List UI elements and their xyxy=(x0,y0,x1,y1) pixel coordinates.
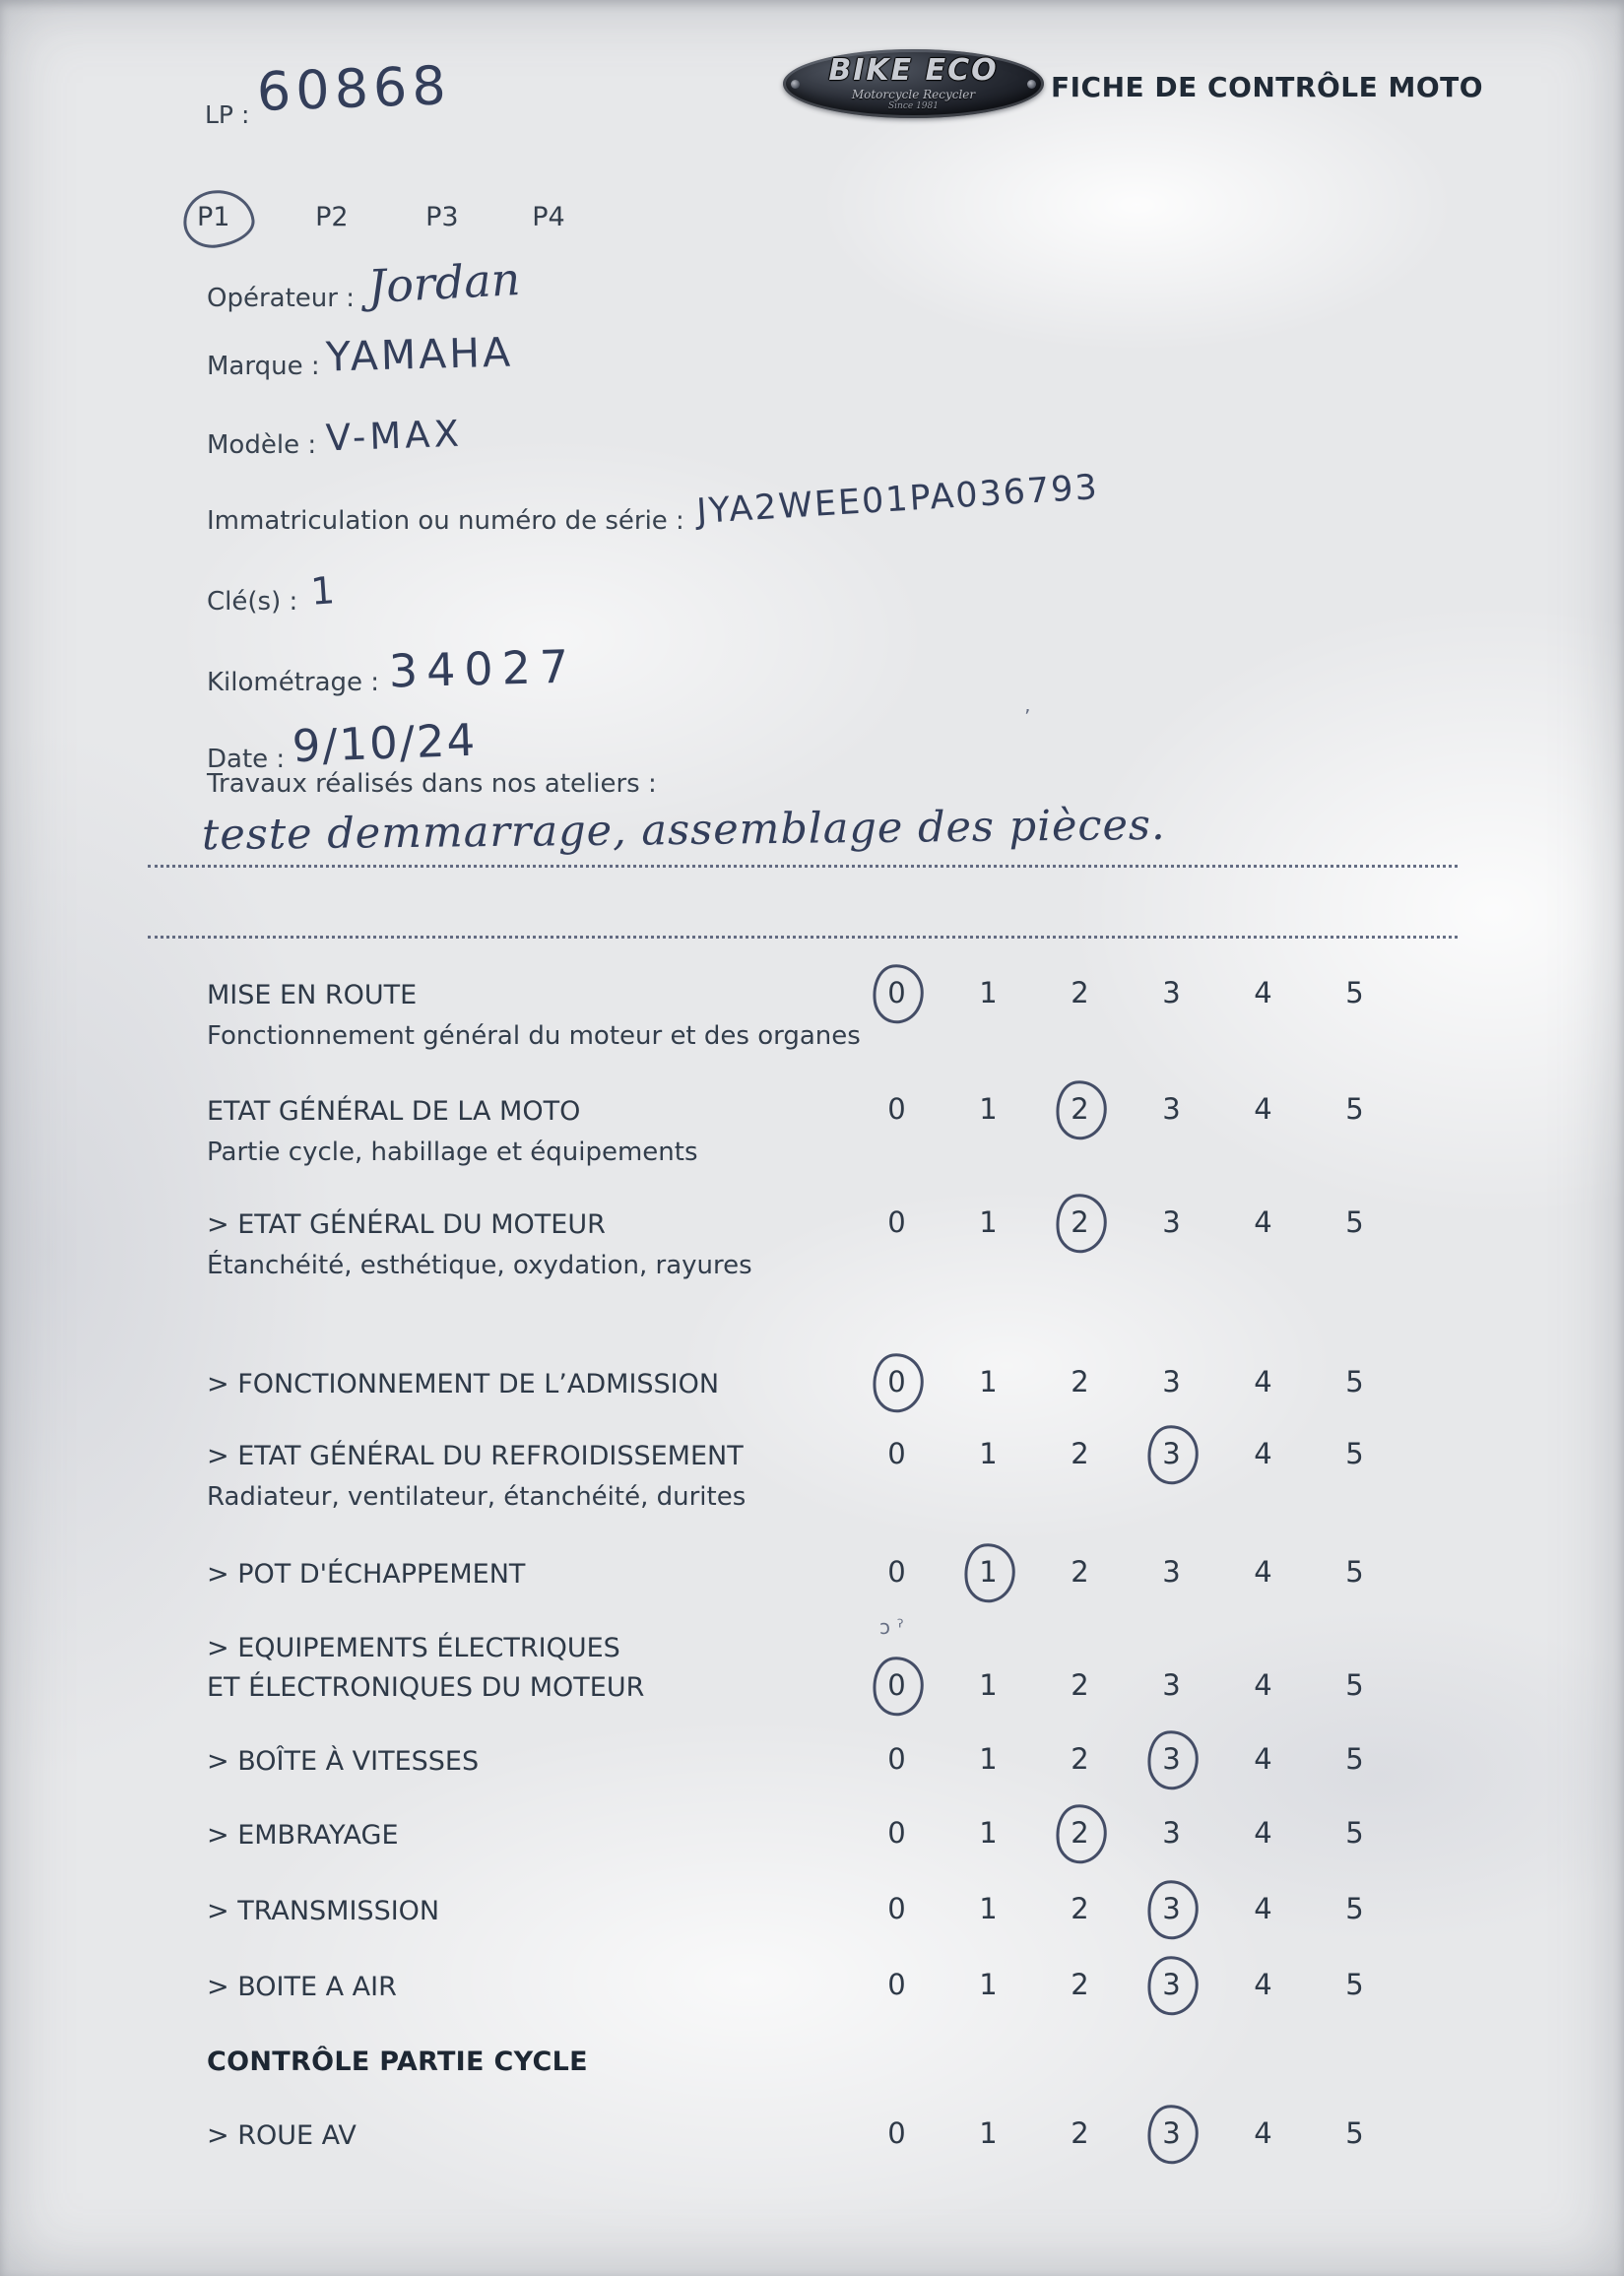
rating-4: 4 xyxy=(1254,1092,1272,1126)
page-p4-label: P4 xyxy=(532,202,565,232)
item-label: > BOÎTE À VITESSES xyxy=(207,1746,480,1777)
logo-since: Since 1981 xyxy=(888,100,939,111)
item-subtitle: Radiateur, ventilateur, étanchéité, durites xyxy=(207,1482,747,1512)
rating-1: 1 xyxy=(979,1437,998,1470)
rating-5: 5 xyxy=(1345,1668,1364,1702)
rating-row xyxy=(851,1555,1400,1589)
field-operator xyxy=(207,252,522,317)
rating-0: 0 xyxy=(887,1092,906,1126)
document-title: FICHE DE CONTRÔLE MOTO xyxy=(1051,71,1484,103)
field-brand xyxy=(207,328,514,384)
item-label: > TRANSMISSION xyxy=(207,1896,440,1926)
item-label: > ROUE AV xyxy=(207,2120,357,2151)
rating-1: 1 xyxy=(979,1365,998,1398)
rating-4: 4 xyxy=(1254,1365,1272,1398)
rating-row xyxy=(851,2116,1400,2150)
rating-5: 5 xyxy=(1345,1742,1364,1776)
section-header-controle-partie-cycle: CONTRÔLE PARTIE CYCLE xyxy=(207,2047,588,2077)
works-value-handwritten: teste demmarrage, assemblage des pièces. xyxy=(201,800,1166,861)
rating-4: 4 xyxy=(1254,1892,1272,1925)
rating-4: 4 xyxy=(1254,1742,1272,1776)
rating-0: 0 xyxy=(887,1437,906,1470)
rating-row xyxy=(851,1205,1400,1239)
serial-label: Immatriculation ou numéro de série : xyxy=(207,506,684,536)
logo-screw-right xyxy=(1027,80,1036,89)
rating-2: 2 xyxy=(1071,2116,1089,2150)
item-label: > EMBRAYAGE xyxy=(207,1820,399,1851)
item-label: MISE EN ROUTE xyxy=(207,980,418,1010)
dotted-line-2 xyxy=(148,900,1458,939)
rating-1: 1 xyxy=(979,1892,998,1925)
field-mileage xyxy=(207,639,578,701)
item-subtitle: Fonctionnement général du moteur et des organes xyxy=(207,1021,861,1051)
rating-3: 3 xyxy=(1162,1555,1181,1589)
rating-1: 1 xyxy=(979,1968,998,2001)
model-value-handwritten: V-MAX xyxy=(325,412,464,460)
rating-4: 4 xyxy=(1254,1816,1272,1850)
rating-3-circled-handwritten: 3 xyxy=(1126,1968,1217,2001)
rating-5: 5 xyxy=(1345,1555,1364,1589)
rating-4: 4 xyxy=(1254,1668,1272,1702)
rating-4: 4 xyxy=(1254,1555,1272,1589)
rating-1: 1 xyxy=(979,1742,998,1776)
field-keys xyxy=(207,568,337,618)
stray-pen-marks: ɔ ˀ xyxy=(879,1615,904,1639)
rating-2: 2 xyxy=(1071,1555,1089,1589)
rating-5: 5 xyxy=(1345,1892,1364,1925)
rating-0: 0 xyxy=(887,1555,906,1589)
page-p3-label: P3 xyxy=(425,202,459,232)
rating-3: 3 xyxy=(1162,1205,1181,1239)
rating-row xyxy=(851,976,1400,1009)
rating-0: 0 xyxy=(887,1742,906,1776)
dotted-line-1 xyxy=(148,829,1458,868)
lp-number-handwritten: 60868 xyxy=(255,54,452,123)
rating-3-circled-handwritten: 3 xyxy=(1126,2116,1217,2150)
logo-name: BIKE ECO xyxy=(828,53,999,89)
rating-5: 5 xyxy=(1345,1205,1364,1239)
lp-label: LP : xyxy=(205,100,250,129)
rating-2-circled-handwritten: 2 xyxy=(1034,1816,1126,1850)
rating-3: 3 xyxy=(1162,1365,1181,1398)
item-label-line2: ET ÉLECTRONIQUES DU MOTEUR xyxy=(207,1672,645,1703)
rating-4: 4 xyxy=(1254,1437,1272,1470)
rating-2: 2 xyxy=(1071,1968,1089,2001)
rating-row xyxy=(851,1742,1400,1776)
rating-3: 3 xyxy=(1162,1668,1181,1702)
rating-0: 0 xyxy=(887,1816,906,1850)
rating-row xyxy=(851,1437,1400,1470)
rating-row xyxy=(851,1365,1400,1398)
rating-2: 2 xyxy=(1071,1668,1089,1702)
rating-0-circled-handwritten: 0 xyxy=(851,1365,942,1398)
item-label: > FONCTIONNEMENT DE L’ADMISSION xyxy=(207,1369,720,1399)
rating-3-circled-handwritten: 3 xyxy=(1126,1892,1217,1925)
rating-row xyxy=(851,1892,1400,1925)
rating-row xyxy=(851,1968,1400,2001)
rating-2: 2 xyxy=(1071,1365,1089,1398)
field-model xyxy=(207,412,464,462)
mileage-label: Kilométrage : xyxy=(207,668,380,697)
rating-5: 5 xyxy=(1345,1968,1364,2001)
serial-value-handwritten: JYA2WEE01PA036793 xyxy=(695,468,1100,533)
page-p2-label: P2 xyxy=(315,202,349,232)
rating-5: 5 xyxy=(1345,976,1364,1009)
date-value-handwritten: 9/10/24 xyxy=(291,713,479,773)
keys-value-handwritten: 1 xyxy=(309,568,337,614)
rating-3-circled-handwritten: 3 xyxy=(1126,1437,1217,1470)
checklist-row-etat-general-moteur xyxy=(0,1205,1624,1304)
rating-4: 4 xyxy=(1254,1968,1272,2001)
pen-dot-mark: ’ xyxy=(1024,705,1031,729)
works-label: Travaux réalisés dans nos ateliers : xyxy=(207,769,657,799)
rating-5: 5 xyxy=(1345,2116,1364,2150)
model-label: Modèle : xyxy=(207,430,317,460)
item-label: > POT D'ÉCHAPPEMENT xyxy=(207,1559,526,1590)
rating-row xyxy=(851,1092,1400,1126)
operator-value-handwritten: Jordan xyxy=(366,252,522,314)
item-label: > ETAT GÉNÉRAL DU MOTEUR xyxy=(207,1209,606,1240)
checklist-row-refroidissement xyxy=(0,1437,1624,1535)
rating-1: 1 xyxy=(979,1092,998,1126)
rating-1: 1 xyxy=(979,976,998,1009)
item-label: ETAT GÉNÉRAL DE LA MOTO xyxy=(207,1096,581,1127)
page-selector xyxy=(197,202,565,232)
rating-2: 2 xyxy=(1071,976,1089,1009)
page-p1-label: P1 xyxy=(197,202,230,232)
date-label: Date : xyxy=(207,745,286,774)
rating-5: 5 xyxy=(1345,1816,1364,1850)
checklist-row-roue-av xyxy=(0,2116,1624,2215)
rating-3: 3 xyxy=(1162,1092,1181,1126)
rating-2-circled-handwritten: 2 xyxy=(1034,1092,1126,1126)
item-subtitle: Partie cycle, habillage et équipements xyxy=(207,1138,698,1167)
rating-4: 4 xyxy=(1254,1205,1272,1239)
bike-eco-logo xyxy=(783,49,1044,118)
checklist-row-equipements-electriques xyxy=(0,1633,1624,1727)
item-label: > ETAT GÉNÉRAL DU REFROIDISSEMENT xyxy=(207,1441,744,1471)
rating-2-circled-handwritten: 2 xyxy=(1034,1205,1126,1239)
item-label: > BOITE A AIR xyxy=(207,1972,397,2002)
checklist-row-etat-general-moto xyxy=(0,1092,1624,1191)
logo-screw-left xyxy=(791,80,800,89)
rating-5: 5 xyxy=(1345,1365,1364,1398)
item-label: > EQUIPEMENTS ÉLECTRIQUES xyxy=(207,1633,620,1663)
logo-tagline: Motorcycle Recycler xyxy=(851,88,976,102)
rating-2: 2 xyxy=(1071,1892,1089,1925)
rating-3: 3 xyxy=(1162,976,1181,1009)
rating-5: 5 xyxy=(1345,1092,1364,1126)
rating-3-circled-handwritten: 3 xyxy=(1126,1742,1217,1776)
rating-5: 5 xyxy=(1345,1437,1364,1470)
rating-0: 0 xyxy=(887,2116,906,2150)
rating-0: 0 xyxy=(887,1968,906,2001)
rating-0: 0 xyxy=(887,1205,906,1239)
rating-1-circled-handwritten: 1 xyxy=(942,1555,1034,1589)
rating-0-circled-handwritten: 0 xyxy=(851,976,942,1009)
rating-2: 2 xyxy=(1071,1742,1089,1776)
operator-label: Opérateur : xyxy=(207,284,355,313)
rating-1: 1 xyxy=(979,1205,998,1239)
rating-4: 4 xyxy=(1254,976,1272,1009)
checklist-row-mise-en-route xyxy=(0,976,1624,1074)
brand-value-handwritten: YAMAHA xyxy=(324,328,514,381)
rating-0-circled-handwritten: 0 xyxy=(851,1668,942,1702)
rating-row xyxy=(851,1668,1400,1702)
field-serial xyxy=(207,468,1101,538)
keys-label: Clé(s) : xyxy=(207,587,298,617)
rating-1: 1 xyxy=(979,2116,998,2150)
mileage-value-handwritten: 34027 xyxy=(388,639,578,698)
rating-4: 4 xyxy=(1254,2116,1272,2150)
rating-0: 0 xyxy=(887,1892,906,1925)
rating-3: 3 xyxy=(1162,1816,1181,1850)
page-p1-circled xyxy=(197,202,229,232)
rating-1: 1 xyxy=(979,1668,998,1702)
rating-2: 2 xyxy=(1071,1437,1089,1470)
item-subtitle: Étanchéité, esthétique, oxydation, rayures xyxy=(207,1251,752,1280)
rating-1: 1 xyxy=(979,1816,998,1850)
rating-row xyxy=(851,1816,1400,1850)
brand-label: Marque : xyxy=(207,352,320,381)
